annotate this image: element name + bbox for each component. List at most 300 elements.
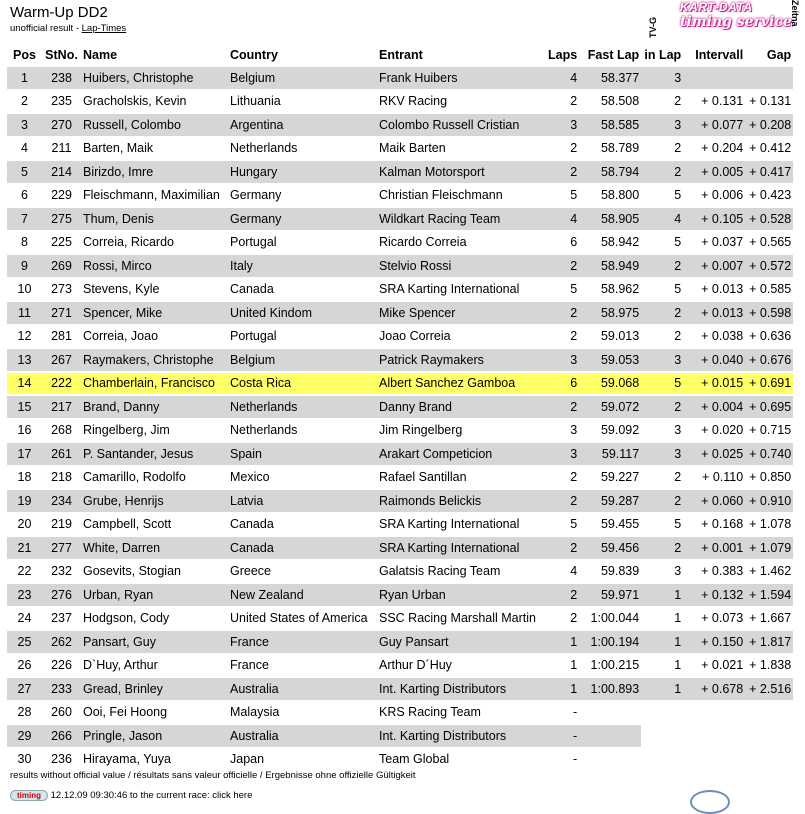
country-cell: Greece <box>230 564 271 579</box>
gap-cell: + 0.412 <box>749 141 792 156</box>
pos-cell: 13 <box>7 349 42 371</box>
name-cell: Gracholskis, Kevin <box>83 94 187 109</box>
country-cell: Germany <box>230 188 282 203</box>
gap-cell: + 0.691 <box>745 373 793 395</box>
timing-badge[interactable]: timing <box>10 790 48 801</box>
laps-cell: 1 <box>570 658 578 673</box>
country-cell: Hungary <box>228 161 377 183</box>
in-lap-cell: 1 <box>641 631 687 653</box>
pos-cell: 14 <box>7 373 42 395</box>
fast-lap-cell: 59.013 <box>600 329 640 344</box>
laps-cell: 6 <box>546 373 579 395</box>
name-cell: Barten, Maik <box>83 141 154 156</box>
stno-cell: 281 <box>51 329 72 344</box>
intervall-cell: + 0.013 <box>687 302 745 324</box>
laps-cell: 1 <box>546 631 579 653</box>
stno-cell: 219 <box>51 517 72 532</box>
stno-cell: 222 <box>42 373 81 395</box>
in-lap-cell: 3 <box>674 564 682 579</box>
fast-lap-cell: 1:00.044 <box>590 611 640 626</box>
intervall-cell: + 0.006 <box>701 188 744 203</box>
entrant-cell: Int. Karting Distributors <box>377 725 546 747</box>
country-cell: Canada <box>228 537 377 559</box>
pos-cell: 26 <box>17 658 32 673</box>
laps-cell: 5 <box>570 188 578 203</box>
country-cell: Argentina <box>228 114 377 136</box>
in-lap-cell: 5 <box>674 188 682 203</box>
stno-cell: 276 <box>42 584 81 606</box>
laps-cell: 2 <box>546 584 579 606</box>
name-cell: Pansart, Guy <box>81 631 228 653</box>
country-cell: Malaysia <box>230 705 280 720</box>
in-lap-cell: 2 <box>641 537 687 559</box>
name-cell: D`Huy, Arthur <box>83 658 158 673</box>
table-row <box>7 537 793 559</box>
seal-icon <box>690 790 730 814</box>
table-row <box>7 114 793 136</box>
name-cell: Correia, Joao <box>83 329 159 344</box>
laps-cell: 2 <box>570 141 578 156</box>
name-cell: Ooi, Fei Hoong <box>83 705 168 720</box>
laps-cell: 3 <box>546 349 579 371</box>
fast-lap-cell: 59.068 <box>579 373 641 395</box>
stno-cell: 267 <box>42 349 81 371</box>
intervall-cell <box>687 67 745 89</box>
in-lap-cell: 5 <box>674 282 682 297</box>
intervall-cell: + 0.077 <box>687 114 745 136</box>
pos-cell: 17 <box>7 443 42 465</box>
country-cell: Belgium <box>228 67 377 89</box>
fast-lap-cell: 58.962 <box>600 282 640 297</box>
results-body <box>7 67 793 770</box>
fast-lap-cell <box>579 725 641 747</box>
country-cell: Japan <box>230 752 265 767</box>
stno-cell: 234 <box>42 490 81 512</box>
entrant-cell: SRA Karting International <box>379 282 520 297</box>
stno-cell: 271 <box>42 302 81 324</box>
gap-cell: + 1.078 <box>749 517 792 532</box>
in-lap-cell: 2 <box>641 255 687 277</box>
stno-cell: 214 <box>42 161 81 183</box>
gap-cell: + 1.079 <box>745 537 793 559</box>
gap-cell: + 1.817 <box>745 631 793 653</box>
intervall-cell: + 0.025 <box>687 443 745 465</box>
in-lap-cell: 2 <box>641 396 687 418</box>
entrant-cell: Jim Ringelberg <box>379 423 463 438</box>
table-row <box>7 326 793 348</box>
name-cell: Huibers, Christophe <box>81 67 228 89</box>
name-cell: P. Santander, Jesus <box>81 443 228 465</box>
laps-cell: 2 <box>570 94 578 109</box>
col-entrant: Entrant <box>379 48 423 62</box>
country-cell: France <box>230 658 269 673</box>
bottom-bar <box>10 790 252 801</box>
laps-cell: 2 <box>570 611 578 626</box>
in-lap-cell: 1 <box>674 658 682 673</box>
table-row <box>7 302 793 324</box>
gap-cell: + 0.528 <box>745 208 793 230</box>
table-row <box>7 631 793 653</box>
laps-cell: 4 <box>546 208 579 230</box>
country-cell: Canada <box>230 517 274 532</box>
gap-cell: + 1.462 <box>749 564 792 579</box>
pos-cell: 21 <box>7 537 42 559</box>
name-cell: Urban, Ryan <box>81 584 228 606</box>
laps-cell: 3 <box>570 423 578 438</box>
laps-cell: 2 <box>546 537 579 559</box>
fast-lap-cell: 58.585 <box>579 114 641 136</box>
entrant-cell: Rafael Santillan <box>379 470 467 485</box>
stno-cell: 233 <box>42 678 81 700</box>
table-row <box>7 443 793 465</box>
gap-cell: + 0.715 <box>749 423 792 438</box>
laps-cell: 2 <box>546 255 579 277</box>
name-cell: White, Darren <box>81 537 228 559</box>
stno-cell: 273 <box>51 282 72 297</box>
entrant-cell: Joao Correia <box>379 329 451 344</box>
name-cell: Stevens, Kyle <box>83 282 160 297</box>
entrant-cell: Ryan Urban <box>377 584 546 606</box>
gap-cell: + 0.423 <box>749 188 792 203</box>
result-subtitle <box>10 23 126 34</box>
name-cell: Gosevits, Stogian <box>83 564 181 579</box>
name-cell: Hodgson, Cody <box>83 611 170 626</box>
table-row <box>7 678 793 700</box>
table-row <box>7 349 793 371</box>
table-row <box>7 655 793 677</box>
page-title: Warm-Up DD2 <box>10 4 108 21</box>
logo-right-text: Zeitna <box>790 0 800 27</box>
intervall-cell: + 0.060 <box>687 490 745 512</box>
stno-cell: 277 <box>42 537 81 559</box>
col-pos: Pos <box>13 48 36 62</box>
intervall-cell: + 0.204 <box>701 141 744 156</box>
intervall-cell: + 0.007 <box>687 255 745 277</box>
stno-cell: 266 <box>42 725 81 747</box>
entrant-cell: Arakart Competicion <box>377 443 546 465</box>
intervall-cell: + 0.110 <box>702 470 744 485</box>
pos-cell: 9 <box>7 255 42 277</box>
country-cell: Canada <box>230 282 274 297</box>
pos-cell: 11 <box>7 302 42 324</box>
gap-cell <box>745 749 793 771</box>
entrant-cell: Raimonds Belickis <box>377 490 546 512</box>
table-row <box>7 702 793 724</box>
intervall-cell <box>687 702 745 724</box>
table-row <box>7 279 793 301</box>
country-cell: Mexico <box>230 470 270 485</box>
table-row <box>7 138 793 160</box>
in-lap-cell: 2 <box>674 470 682 485</box>
gap-cell <box>745 67 793 89</box>
country-cell: Spain <box>228 443 377 465</box>
in-lap-cell: 3 <box>641 114 687 136</box>
table-row <box>7 91 793 113</box>
gap-cell: + 2.516 <box>745 678 793 700</box>
in-lap-cell: 5 <box>674 517 682 532</box>
laps-cell: - <box>573 705 578 720</box>
intervall-cell: + 0.150 <box>687 631 745 653</box>
kart-data-logo <box>640 0 805 40</box>
fast-lap-cell: 58.789 <box>600 141 640 156</box>
pos-cell: 2 <box>21 94 28 109</box>
intervall-cell <box>687 749 745 771</box>
gap-cell: + 0.572 <box>745 255 793 277</box>
country-cell: Lithuania <box>230 94 281 109</box>
entrant-cell: Guy Pansart <box>377 631 546 653</box>
stno-cell: 260 <box>51 705 72 720</box>
in-lap-cell: 5 <box>641 373 687 395</box>
pos-cell: 8 <box>21 235 28 250</box>
intervall-cell: + 0.383 <box>701 564 744 579</box>
in-lap-cell: 5 <box>674 235 682 250</box>
in-lap-cell: 2 <box>674 94 682 109</box>
logo-brand-top: KART-DATA <box>680 0 753 14</box>
gap-cell: + 0.695 <box>745 396 793 418</box>
entrant-cell: Stelvio Rossi <box>377 255 546 277</box>
pos-cell: 23 <box>7 584 42 606</box>
laps-cell: 5 <box>570 282 578 297</box>
country-cell: Germany <box>228 208 377 230</box>
entrant-cell: Danny Brand <box>377 396 546 418</box>
pos-cell: 22 <box>17 564 32 579</box>
col-laps: Laps <box>548 48 578 62</box>
laps-cell: 6 <box>570 235 578 250</box>
intervall-cell: + 0.131 <box>701 94 744 109</box>
name-cell: Ringelberg, Jim <box>83 423 170 438</box>
entrant-cell: Int. Karting Distributors <box>377 678 546 700</box>
table-row <box>7 396 793 418</box>
fast-lap-cell: 59.227 <box>600 470 640 485</box>
pos-cell: 19 <box>7 490 42 512</box>
name-cell: Fleischmann, Maximilian <box>83 188 220 203</box>
pos-cell: 4 <box>21 141 28 156</box>
table-row <box>7 749 793 771</box>
table-row <box>7 561 793 583</box>
pos-cell: 7 <box>7 208 42 230</box>
country-cell: New Zealand <box>228 584 377 606</box>
col-name: Name <box>83 48 118 62</box>
table-row <box>7 185 793 207</box>
logo-brand-bottom: timing service <box>680 14 792 30</box>
in-lap-cell: 3 <box>674 423 682 438</box>
stno-cell: 235 <box>51 94 72 109</box>
stno-cell: 261 <box>42 443 81 465</box>
fast-lap-cell: 58.942 <box>600 235 640 250</box>
entrant-cell: Mike Spencer <box>377 302 546 324</box>
pos-cell: 10 <box>17 282 32 297</box>
unofficial-label: unofficial result - <box>10 23 82 34</box>
pos-cell: 20 <box>17 517 32 532</box>
fast-lap-cell: 58.377 <box>579 67 641 89</box>
country-cell: Italy <box>228 255 377 277</box>
country-cell: United Kindom <box>228 302 377 324</box>
pos-cell: 5 <box>7 161 42 183</box>
intervall-cell <box>687 725 745 747</box>
gap-cell: + 0.417 <box>745 161 793 183</box>
gap-cell: + 0.910 <box>745 490 793 512</box>
col-gap: Gap <box>766 48 792 62</box>
fast-lap-cell: 58.949 <box>579 255 641 277</box>
fast-lap-cell <box>579 749 641 771</box>
intervall-cell: + 0.105 <box>687 208 745 230</box>
table-row <box>7 467 793 489</box>
intervall-cell: + 0.040 <box>687 349 745 371</box>
in-lap-cell: 2 <box>641 490 687 512</box>
fast-lap-cell: 59.092 <box>600 423 640 438</box>
pos-cell: 25 <box>7 631 42 653</box>
table-row <box>7 208 793 230</box>
country-cell: Netherlands <box>228 396 377 418</box>
pos-cell: 16 <box>17 423 32 438</box>
name-cell: Rossi, Mirco <box>81 255 228 277</box>
stno-cell: 236 <box>51 752 72 767</box>
stno-cell: 270 <box>42 114 81 136</box>
fast-lap-cell: 58.975 <box>579 302 641 324</box>
fast-lap-cell: 59.287 <box>579 490 641 512</box>
stno-cell: 268 <box>51 423 72 438</box>
intervall-cell: + 0.021 <box>701 658 744 673</box>
entrant-cell: Frank Huibers <box>377 67 546 89</box>
entrant-cell: SRA Karting International <box>379 517 520 532</box>
pos-cell: 24 <box>17 611 32 626</box>
fast-lap-cell: 59.072 <box>579 396 641 418</box>
laps-cell: 4 <box>546 67 579 89</box>
gap-cell: + 1.594 <box>745 584 793 606</box>
gap-cell: + 1.838 <box>749 658 792 673</box>
stno-cell: 232 <box>51 564 72 579</box>
gap-cell: + 0.850 <box>749 470 792 485</box>
col-in-lap: in Lap <box>644 48 682 62</box>
gap-cell <box>745 702 793 724</box>
laps-cell: - <box>573 752 578 767</box>
entrant-cell: Christian Fleischmann <box>379 188 503 203</box>
laps-cell: 3 <box>546 114 579 136</box>
results-table <box>7 43 793 772</box>
stno-cell: 211 <box>51 141 72 156</box>
fast-lap-cell: 58.508 <box>600 94 640 109</box>
laps-cell: 2 <box>546 161 579 183</box>
pos-cell: 29 <box>7 725 42 747</box>
logo-left-text: TV-G <box>648 16 658 38</box>
fast-lap-cell: 59.971 <box>579 584 641 606</box>
fast-lap-cell: 58.794 <box>579 161 641 183</box>
name-cell: Spencer, Mike <box>81 302 228 324</box>
table-row <box>7 725 793 747</box>
laps-cell: 5 <box>570 517 578 532</box>
stno-cell: 269 <box>42 255 81 277</box>
pos-cell: 1 <box>7 67 42 89</box>
pos-cell: 15 <box>7 396 42 418</box>
gap-cell: + 0.585 <box>749 282 792 297</box>
entrant-cell: Wildkart Racing Team <box>377 208 546 230</box>
intervall-cell: + 0.168 <box>701 517 744 532</box>
table-row <box>7 255 793 277</box>
name-cell: Grube, Henrijs <box>81 490 228 512</box>
country-cell: Portugal <box>230 235 277 250</box>
fast-lap-cell: 1:00.215 <box>590 658 640 673</box>
gap-cell: + 0.676 <box>745 349 793 371</box>
fast-lap-cell: 59.839 <box>600 564 640 579</box>
gap-cell: + 0.131 <box>749 94 792 109</box>
stno-cell: 226 <box>51 658 72 673</box>
in-lap-cell: 1 <box>641 678 687 700</box>
name-cell: Pringle, Jason <box>81 725 228 747</box>
gap-cell: + 1.667 <box>749 611 792 626</box>
in-lap-cell <box>641 749 687 771</box>
gap-cell: + 0.740 <box>745 443 793 465</box>
laps-cell: 2 <box>546 302 579 324</box>
in-lap-cell <box>641 725 687 747</box>
table-row <box>7 161 793 183</box>
pos-cell: 27 <box>7 678 42 700</box>
country-cell: Australia <box>228 678 377 700</box>
in-lap-cell: 2 <box>674 329 682 344</box>
in-lap-cell: 4 <box>641 208 687 230</box>
pos-cell: 6 <box>21 188 28 203</box>
table-header-row <box>7 45 793 65</box>
col-fast-lap: Fast Lap <box>587 48 640 62</box>
intervall-cell: + 0.004 <box>687 396 745 418</box>
laps-cell: 2 <box>546 396 579 418</box>
stno-cell: 238 <box>42 67 81 89</box>
col-stno: StNo. <box>45 48 78 62</box>
in-lap-cell: 2 <box>641 161 687 183</box>
current-race-link[interactable]: 12.12.09 09:30:46 to the current race: click here <box>50 790 253 801</box>
table-row <box>7 490 793 512</box>
gap-cell: + 0.598 <box>745 302 793 324</box>
intervall-cell: + 0.038 <box>701 329 744 344</box>
intervall-cell: + 0.073 <box>701 611 744 626</box>
fast-lap-cell: 58.800 <box>600 188 640 203</box>
intervall-cell: + 0.015 <box>687 373 745 395</box>
laps-cell: - <box>546 725 579 747</box>
col-intervall: Intervall <box>695 48 744 62</box>
intervall-cell: + 0.037 <box>701 235 744 250</box>
entrant-cell: Colombo Russell Cristian <box>377 114 546 136</box>
country-cell: France <box>228 631 377 653</box>
in-lap-cell: 2 <box>641 302 687 324</box>
laps-cell: 1 <box>546 678 579 700</box>
stno-cell: 229 <box>51 188 72 203</box>
lap-times-link[interactable]: Lap-Times <box>81 23 127 34</box>
fast-lap-cell: 58.905 <box>579 208 641 230</box>
country-cell: Belgium <box>228 349 377 371</box>
laps-cell: 2 <box>570 329 578 344</box>
col-country: Country <box>230 48 278 62</box>
intervall-cell: + 0.001 <box>687 537 745 559</box>
country-cell: Australia <box>228 725 377 747</box>
intervall-cell: + 0.020 <box>701 423 744 438</box>
country-cell: Latvia <box>228 490 377 512</box>
entrant-cell: Albert Sanchez Gamboa <box>377 373 546 395</box>
fast-lap-cell: 59.456 <box>579 537 641 559</box>
in-lap-cell <box>641 702 687 724</box>
stno-cell: 218 <box>51 470 72 485</box>
name-cell: Camarillo, Rodolfo <box>83 470 186 485</box>
entrant-cell: Patrick Raymakers <box>377 349 546 371</box>
entrant-cell: KRS Racing Team <box>379 705 481 720</box>
table-row <box>7 584 793 606</box>
fast-lap-cell: 59.117 <box>579 443 641 465</box>
in-lap-cell: 1 <box>641 584 687 606</box>
fast-lap-cell: 1:00.194 <box>579 631 641 653</box>
table-row <box>7 608 793 630</box>
laps-cell: 2 <box>570 470 578 485</box>
pos-cell: 30 <box>17 752 32 767</box>
fast-lap-cell: 1:00.893 <box>579 678 641 700</box>
gap-cell <box>745 725 793 747</box>
